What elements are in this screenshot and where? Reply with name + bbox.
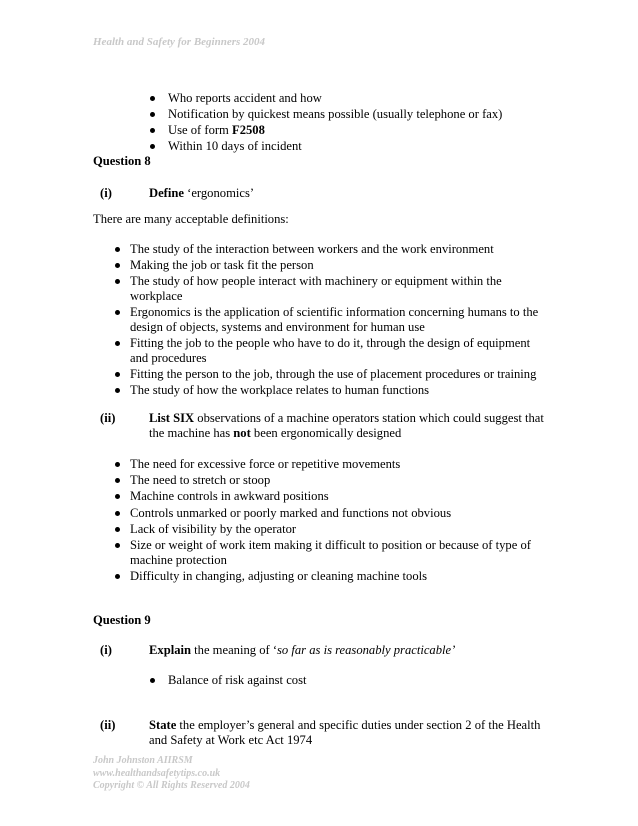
bullet-icon bbox=[115, 263, 120, 268]
list-item bbox=[130, 457, 550, 472]
bullet-icon bbox=[115, 494, 120, 499]
question-9-heading: Question 9 bbox=[93, 613, 151, 627]
bullet-icon bbox=[115, 511, 120, 516]
list-item-text: Making the job or task fit the person bbox=[130, 258, 314, 272]
bullet-icon bbox=[115, 247, 120, 252]
footer-copyright: Copyright © All Rights Reserved 2004 bbox=[93, 780, 250, 791]
bullet-icon bbox=[115, 341, 120, 346]
list-item-text: Ergonomics is the application of scientific information concerning humans to the design of objects, systems and environment for human use bbox=[130, 305, 539, 335]
footer-author: John Johnston AIIRSM bbox=[93, 755, 193, 766]
list-item-text: The study of how the workplace relates to human functions bbox=[130, 383, 430, 397]
list-item-text: Notification by quickest means possible (usually telephone or fax) bbox=[168, 107, 503, 121]
list-item bbox=[168, 673, 307, 688]
bullet-icon bbox=[115, 462, 120, 467]
bullet-icon bbox=[115, 279, 120, 284]
list-item bbox=[168, 91, 322, 106]
list-item-text: Fitting the person to the job, through the use of placement procedures or training bbox=[130, 367, 537, 381]
list-item-text: Fitting the job to the people who have to do it, through the design of equipment and procedures bbox=[130, 336, 531, 366]
q8-part-i-number: (i) bbox=[100, 186, 112, 200]
bullet-icon bbox=[115, 310, 120, 315]
list-item bbox=[130, 489, 550, 504]
q8-part-i-text: Define ‘ergonomics’ bbox=[149, 186, 255, 200]
bullet-icon bbox=[150, 112, 155, 117]
bullet-icon bbox=[150, 144, 155, 149]
bullet-icon bbox=[115, 388, 120, 393]
q9-part-i-number: (i) bbox=[100, 643, 112, 657]
list-item bbox=[130, 473, 550, 488]
list-item-text: Size or weight of work item making it difficult to position or because of type of machine protection bbox=[130, 538, 531, 568]
list-item-text: Lack of visibility by the operator bbox=[130, 522, 297, 536]
running-header: Health and Safety for Beginners 2004 bbox=[93, 36, 266, 48]
list-item bbox=[130, 506, 550, 521]
q9-part-i-text: Explain the meaning of ‘so far as is reasonably practicable’ bbox=[149, 643, 456, 657]
list-item-text: The study of the interaction between workers and the work environment bbox=[130, 242, 494, 256]
bullet-icon bbox=[150, 96, 155, 101]
list-item bbox=[168, 123, 265, 138]
bullet-icon bbox=[150, 678, 155, 683]
list-item bbox=[130, 336, 550, 367]
q8-part-ii-text: List SIX observations of a machine operators station which could suggest that the machine has not been ergonomically designed bbox=[149, 411, 544, 441]
list-item bbox=[130, 367, 550, 382]
list-item bbox=[130, 522, 550, 537]
q9-part-ii-text: State the employer’s general and specific duties under section 2 of the Health and Safety at Work etc Act 1974 bbox=[149, 718, 541, 748]
list-item-text: Within 10 days of incident bbox=[168, 139, 302, 153]
bullet-icon bbox=[115, 372, 120, 377]
list-item bbox=[168, 107, 502, 122]
list-item bbox=[130, 305, 550, 336]
q9-part-ii-number: (ii) bbox=[100, 718, 116, 732]
list-item-text: Balance of risk against cost bbox=[168, 673, 307, 687]
list-item-text: Use of form bbox=[168, 123, 233, 137]
list-item bbox=[130, 258, 550, 273]
footer-url: www.healthandsafetytips.co.uk bbox=[93, 767, 221, 779]
bullet-icon bbox=[115, 478, 120, 483]
bullet-icon bbox=[150, 128, 155, 133]
list-item-text: Who reports accident and how bbox=[168, 91, 322, 105]
list-item bbox=[130, 538, 550, 569]
list-item-text: The study of how people interact with machinery or equipment within the workplace bbox=[130, 274, 502, 304]
bullet-icon bbox=[115, 527, 120, 532]
bullet-icon bbox=[115, 543, 120, 548]
form-code: F2508 bbox=[232, 123, 265, 137]
list-item-text: Machine controls in awkward positions bbox=[130, 489, 329, 503]
q8-intro: There are many acceptable definitions: bbox=[93, 212, 289, 226]
list-item-text: The need to stretch or stoop bbox=[130, 473, 271, 487]
list-item bbox=[130, 274, 550, 305]
question-8-heading: Question 8 bbox=[93, 154, 151, 168]
list-item bbox=[168, 139, 302, 154]
list-item-text: Difficulty in changing, adjusting or cleaning machine tools bbox=[130, 569, 428, 583]
page-footer bbox=[93, 755, 250, 793]
list-item bbox=[130, 383, 550, 398]
list-item-text: The need for excessive force or repetitive movements bbox=[130, 457, 401, 471]
list-item-text: Controls unmarked or poorly marked and functions not obvious bbox=[130, 506, 452, 520]
bullet-icon bbox=[115, 574, 120, 579]
list-item bbox=[130, 242, 550, 257]
q8-part-ii-number: (ii) bbox=[100, 411, 116, 425]
list-item bbox=[130, 569, 550, 584]
